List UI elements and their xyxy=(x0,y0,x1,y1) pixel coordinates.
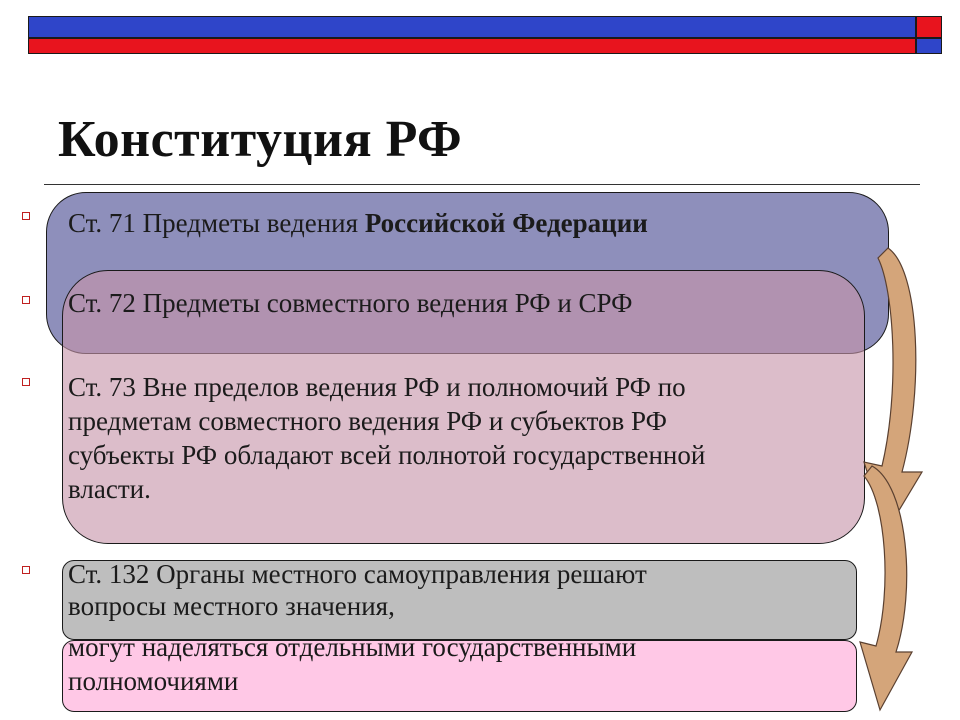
article-132-delegation-line: полномочиями xyxy=(68,666,239,696)
article-132-line: вопросы местного значения, xyxy=(68,591,395,621)
article-71-prefix: Ст. 71 Предметы ведения xyxy=(68,208,365,238)
hollow-square-bullet-icon xyxy=(22,378,30,386)
hollow-square-bullet-icon xyxy=(22,296,30,304)
article-73-line: власти. xyxy=(68,474,151,504)
hollow-square-bullet-icon xyxy=(22,212,30,220)
article-132-delegation-line: могут наделяться отдельными государственными xyxy=(68,632,637,662)
article-132-delegation-text xyxy=(68,630,636,698)
article-71-bold: Российской Федерации xyxy=(364,208,648,238)
header-square-red xyxy=(916,16,942,38)
article-73-line: предметам совместного ведения РФ и субъектов РФ xyxy=(68,406,667,436)
article-132-line: Ст. 132 Органы местного самоуправления решают xyxy=(68,559,647,589)
hollow-square-bullet-icon xyxy=(22,566,30,574)
article-73-text xyxy=(68,370,848,506)
article-73-line: Ст. 73 Вне пределов ведения РФ и полномочий РФ по xyxy=(68,372,686,402)
header-square-blue xyxy=(916,38,942,54)
article-71-text xyxy=(68,206,648,240)
article-72-text: Ст. 72 Предметы совместного ведения РФ и СРФ xyxy=(68,288,633,318)
article-73-line: субъекты РФ обладают всей полнотой государственной xyxy=(68,440,706,470)
title-divider xyxy=(44,184,920,185)
article-132-text xyxy=(68,558,647,622)
page-title: Конституция РФ xyxy=(58,111,463,168)
header-bar-red xyxy=(28,38,916,54)
curved-arrows xyxy=(850,240,950,720)
header-bar-blue xyxy=(28,16,916,38)
